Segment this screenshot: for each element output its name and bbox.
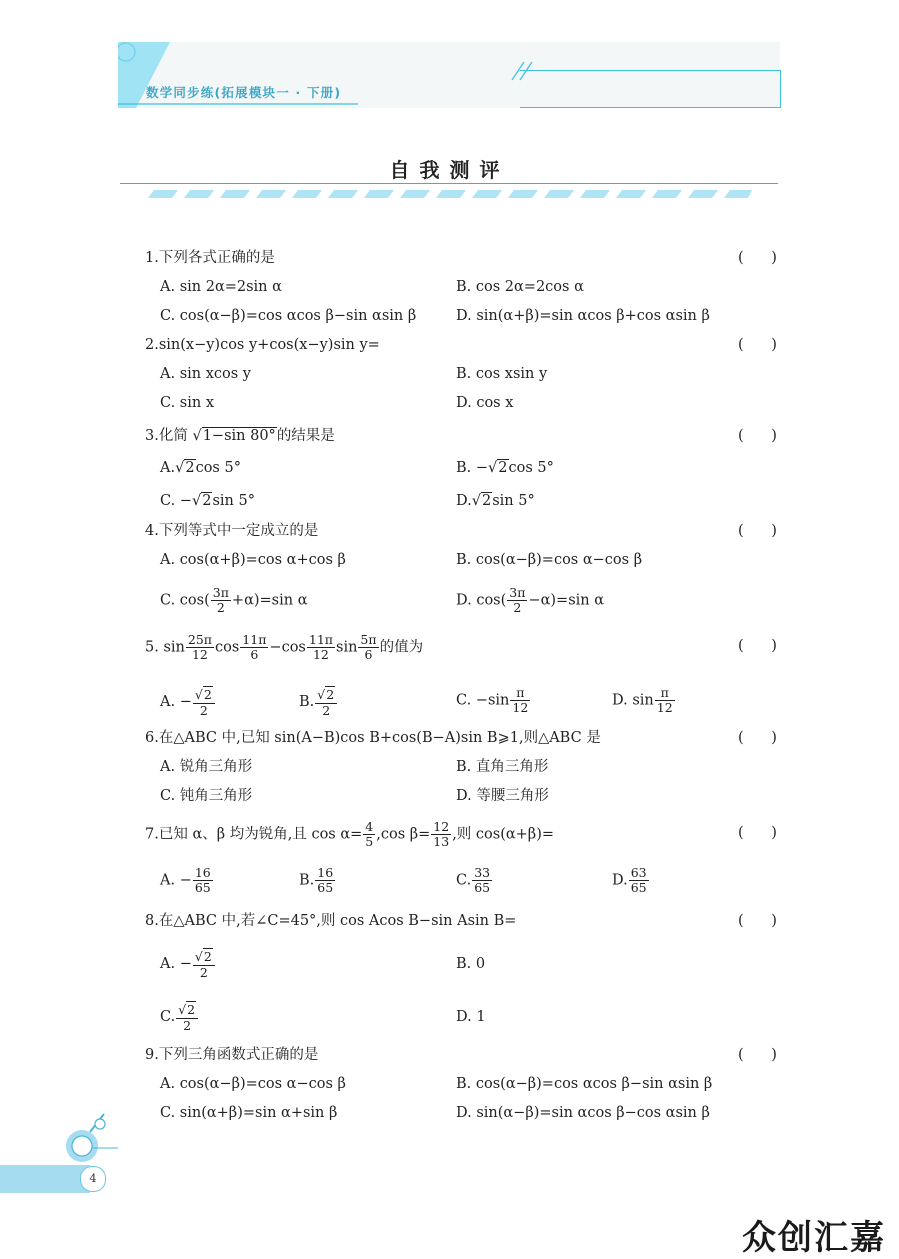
q2-option-a: A. sin xcos y [160,366,251,382]
q8-option-a: A. − $\frac{√2}{2}$ [160,948,216,980]
question-6-stem: 6.在△ABC 中,已知 sin(A−B)cos B+cos(B−A)sin B⩾1,则△ABC 是 [145,730,601,746]
q4-option-d: D. cos( $\frac{3\pi}{2}$ −α)=sin α [456,585,605,615]
answer-blank-9[interactable]: ( ) [738,1047,777,1063]
answer-blank-3[interactable]: ( ) [738,428,777,444]
question-1-stem: 1.下列各式正确的是 [145,250,275,266]
answer-blank-7[interactable]: ( ) [738,825,777,841]
q6-option-d: D. 等腰三角形 [456,788,549,804]
q9-option-d: D. sin(α−β)=sin αcos β−cos αsin β [456,1105,710,1121]
page-number: 4 [80,1166,106,1192]
q5-option-b: B. $\frac{√2}{2}$ [299,686,338,718]
q9-option-c: C. sin(α+β)=sin α+sin β [160,1105,338,1121]
answer-blank-1[interactable]: ( ) [738,250,777,266]
q2-option-c: C. sin x [160,395,214,411]
question-5-stem: 5. sin $\frac{25\pi}{12}$ cos $\frac{11\pi}{6}$ −cos $\frac{11\pi}{12}$ sin $\frac{5\pi}{6}$ 的值为 [145,632,424,662]
book-title: 数学同步练(拓展模块一 · 下册) [146,85,342,100]
q3-option-b: B. −√2cos 5° [456,460,554,476]
q3-radicand: 1−sin 80° [202,428,276,444]
q4-option-c: C. cos( $\frac{3\pi}{2}$ +α)=sin α [160,585,308,615]
q5-option-d: D. sin $\frac{\pi}{12}$ [612,685,673,715]
question-2-stem: 2.sin(x−y)cos y+cos(x−y)sin y= [145,337,380,353]
q1-option-d: D. sin(α+β)=sin αcos β+cos αsin β [456,308,710,324]
question-9-stem: 9.下列三角函数式正确的是 [145,1047,319,1063]
q6-option-a: A. 锐角三角形 [160,759,253,775]
q8-option-c: C. $\frac{√2}{2}$ [160,1001,199,1033]
q3-stem-pre: 3.化简 [145,428,193,444]
q8-option-b: B. 0 [456,956,486,972]
section-dash-decoration [148,190,752,198]
q5-option-a: A. − $\frac{√2}{2}$ [160,686,216,718]
q1-option-a: A. sin 2α=2sin α [160,279,282,295]
q3-option-d: D.√2sin 5° [456,493,535,509]
section-underline [120,183,778,184]
q7-option-d: D. $\frac{63}{65}$ [612,865,647,895]
q6-option-c: C. 钝角三角形 [160,788,253,804]
question-4-stem: 4.下列等式中一定成立的是 [145,523,319,539]
section-title: 自我测评 [389,158,510,182]
footer-bar [0,1165,90,1193]
q7-option-a: A. − $\frac{16}{65}$ [160,865,211,895]
q3-stem-post: 的结果是 [276,428,335,444]
q3-option-c: C. −√2sin 5° [160,493,255,509]
q6-option-b: B. 直角三角形 [456,759,549,775]
answer-blank-4[interactable]: ( ) [738,523,777,539]
q8-option-d: D. 1 [456,1009,486,1025]
q4-option-b: B. cos(α−β)=cos α−cos β [456,552,643,568]
q4-option-a: A. cos(α+β)=cos α+cos β [160,552,346,568]
q9-option-b: B. cos(α−β)=cos αcos β−sin αsin β [456,1076,713,1092]
watermark-logo: 众创汇嘉 [742,1218,886,1258]
question-7-stem: 7.已知 α、β 均为锐角,且 cos α= $\frac{4}{5}$ ,cos β= $\frac{12}{13}$ ,则 cos(α+β)= [145,819,555,849]
q3-option-a: A.√2cos 5° [160,460,241,476]
q1-option-c: C. cos(α−β)=cos αcos β−sin αsin β [160,308,417,324]
question-8-stem: 8.在△ABC 中,若∠C=45°,则 cos Acos B−sin Asin B= [145,913,517,929]
question-3-stem: 3.化简 √1−sin 80°的结果是 [145,428,335,444]
header-slash-lines [508,60,538,82]
mascot-icon [60,1108,120,1164]
q1-option-b: B. cos 2α=2cos α [456,279,584,295]
q7-option-c: C. $\frac{33}{65}$ [456,865,491,895]
answer-blank-8[interactable]: ( ) [738,913,777,929]
q7-option-b: B. $\frac{16}{65}$ [299,865,334,895]
answer-blank-6[interactable]: ( ) [738,730,777,746]
header-frame [520,70,781,108]
q5-option-c: C. −sin $\frac{\pi}{12}$ [456,685,529,715]
q9-option-a: A. cos(α−β)=cos α−cos β [160,1076,346,1092]
q2-option-b: B. cos xsin y [456,366,548,382]
q2-option-d: D. cos x [456,395,514,411]
answer-blank-5[interactable]: ( ) [738,638,777,654]
answer-blank-2[interactable]: ( ) [738,337,777,353]
